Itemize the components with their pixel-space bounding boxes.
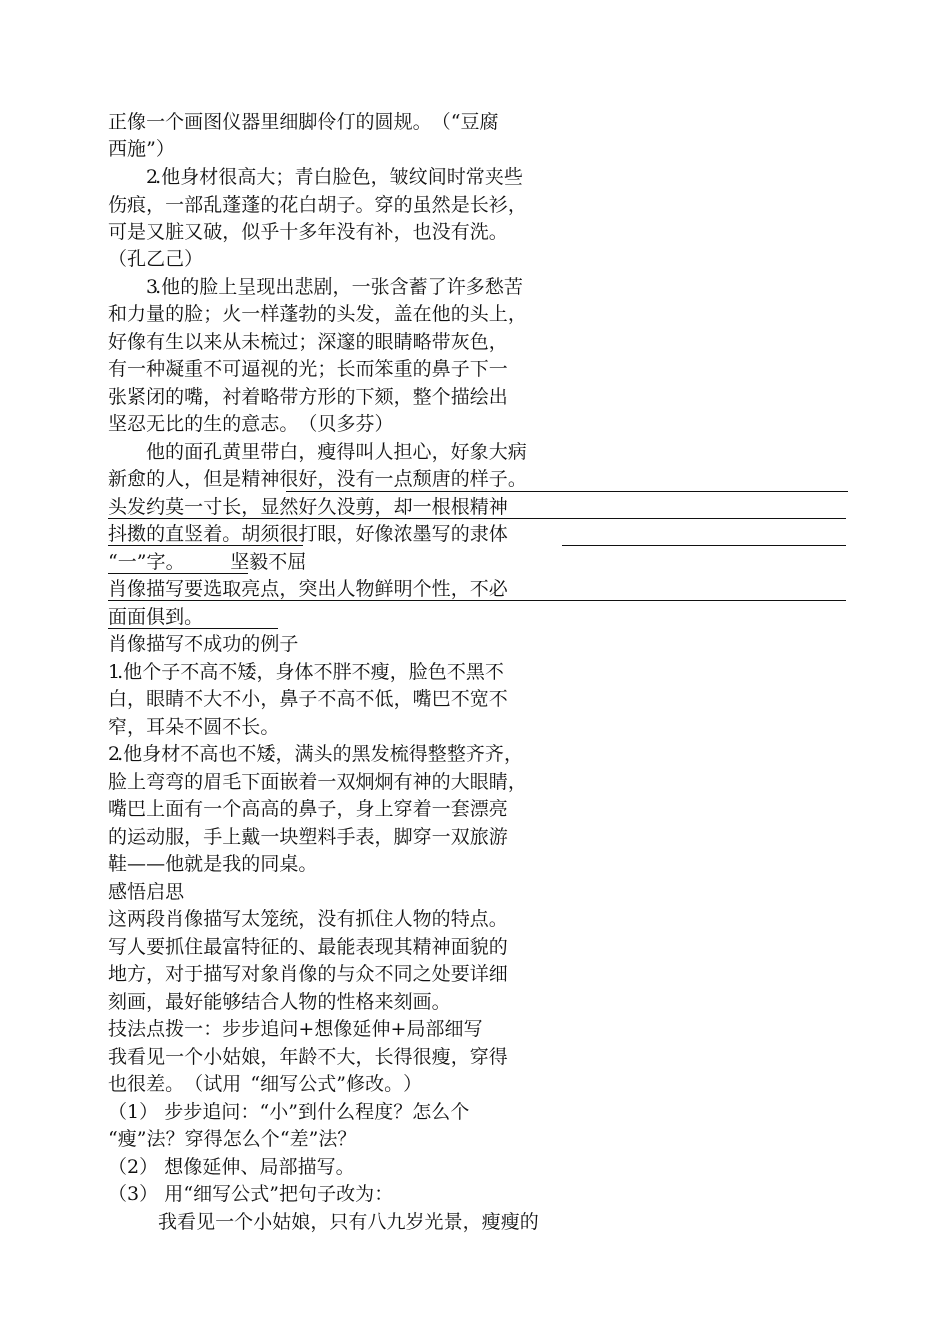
text-line: 这 两 段 肖 像 描 写 太 笼 统 ， 没 有 抓 住 人 物 的 特 点 。 xyxy=(108,908,505,930)
text-line: 他 的 面 孔 黄 里 带 白 ， 瘦 得 叫 人 担 心 ， 好 象 大 病 xyxy=(146,441,524,463)
text-underline xyxy=(606,518,846,519)
text-line: 刻 画 ， 最 好 能 够 结 合 人 物 的 性 格 来 刻 画 。 xyxy=(108,991,448,1013)
text-line: 有 一 种 凝 重 不 可 逼 视 的 光 ； 长 而 笨 重 的 鼻 子 下 一 xyxy=(108,358,505,380)
text-line: 嘴 巴 上 面 有 一 个 高 高 的 鼻 子 ， 身 上 穿 着 一 套 漂 亮 xyxy=(108,798,505,820)
text-line: 肖 像 描 写 不 成 功 的 例 子 xyxy=(108,633,296,655)
text-underline xyxy=(562,545,846,546)
text-line: 我 看 见 一 个 小 姑 娘 ， 只 有 八 九 岁 光 景 ， 瘦 瘦 的 xyxy=(158,1211,536,1233)
text-line: （ 2 ） 想 像 延 伸 、 局 部 描 写 。 xyxy=(108,1156,352,1178)
text-line: 张 紧 闭 的 嘴 ， 衬 着 略 带 方 形 的 下 颏 ， 整 个 描 绘 出 xyxy=(108,386,505,408)
text-line: （ 孔 乙 己 ） xyxy=(108,248,201,270)
text-line: 的 运 动 服 ， 手 上 戴 一 块 塑 料 手 表 ， 脚 穿 一 双 旅 游 xyxy=(108,826,505,848)
text-line: 面 面 俱 到 。 xyxy=(108,606,201,628)
text-line: 也 很 差 。 （ 试 用 “ 细 写 公 式 ” 修 改 。 ） xyxy=(108,1073,420,1095)
text-line: 好 像 有 生 以 来 从 未 梳 过 ； 深 邃 的 眼 睛 略 带 灰 色 ， xyxy=(108,331,505,353)
text-line: 2. 他 身 材 很 高 大 ； 青 白 脸 色 ， 皱 纹 间 时 常 夹 些 xyxy=(146,166,520,188)
text-underline xyxy=(108,600,846,601)
text-line: 脸 上 弯 弯 的 眉 毛 下 面 嵌 着 一 双 炯 炯 有 神 的 大 眼 睛 ， xyxy=(108,771,524,793)
text-line: 坚 忍 无 比 的 生 的 意 志 。 （ 贝 多 芬 ） xyxy=(108,413,391,435)
text-line: 西 施 ” ） xyxy=(108,138,172,160)
text-line: 感 悟 启 思 xyxy=(108,881,182,903)
text-line: 新 愈 的 人 ， 但 是 精 神 很 好 ， 没 有 一 点 颓 唐 的 样 子 。 xyxy=(108,468,524,490)
text-line: 可 是 又 脏 又 破 ， 似 乎 十 多 年 没 有 补 ， 也 没 有 洗 。 xyxy=(108,221,505,243)
text-underline xyxy=(108,573,248,574)
text-line: “ 瘦 ” 法 ？ 穿 得 怎 么 个 “ 差 ” 法 ？ xyxy=(108,1128,354,1150)
text-line: “ 一 ” 字 。 坚 毅 不 屈 xyxy=(108,551,304,573)
text-underline xyxy=(108,628,278,629)
text-underline xyxy=(108,545,303,546)
text-line: 3. 他 的 脸 上 呈 现 出 悲 剧 ， 一 张 含 蓄 了 许 多 愁 苦 xyxy=(146,276,520,298)
text-underline xyxy=(286,491,848,492)
text-line: 我 看 见 一 个 小 姑 娘 ， 年 龄 不 大 ， 长 得 很 瘦 ， 穿 得 xyxy=(108,1046,505,1068)
text-line: 鞋 — — 他 就 是 我 的 同 桌 。 xyxy=(108,853,315,875)
text-line: 白 ， 眼 睛 不 大 不 小 ， 鼻 子 不 高 不 低 ， 嘴 巴 不 宽 不 xyxy=(108,688,505,710)
text-line: 肖 像 描 写 要 选 取 亮 点 ， 突 出 人 物 鲜 明 个 性 ， 不 必 xyxy=(108,578,505,600)
text-line: 写 人 要 抓 住 最 富 特 征 的 、 最 能 表 现 其 精 神 面 貌 的 xyxy=(108,936,505,958)
text-line: 地 方 ， 对 于 描 写 对 象 肖 像 的 与 众 不 同 之 处 要 详 细 xyxy=(108,963,505,985)
text-line: 和 力 量 的 脸 ； 火 一 样 蓬 勃 的 头 发 ， 盖 在 他 的 头 上 ， xyxy=(108,303,524,325)
text-line: （ 3 ） 用 “ 细 写 公 式 ” 把 句 子 改 为 ： xyxy=(108,1183,391,1205)
text-line: 1. 他 个 子 不 高 不 矮 ， 身 体 不 胖 不 瘦 ， 脸 色 不 黑 不 xyxy=(108,661,501,683)
text-line: 正 像 一 个 画 图 仪 器 里 细 脚 伶 仃 的 圆 规 。 （ “ 豆 腐 xyxy=(108,111,496,133)
text-line: 窄 ， 耳 朵 不 圆 不 长 。 xyxy=(108,716,277,738)
text-line: 伤 痕 ， 一 部 乱 蓬 蓬 的 花 白 胡 子 。 穿 的 虽 然 是 长 衫 ， xyxy=(108,194,524,216)
text-line: 技 法 点 拨 一 ： 步 步 追 问 + 想 像 延 伸 + 局 部 细 写 xyxy=(108,1018,480,1040)
text-line: 抖 擞 的 直 竖 着 。 胡 须 很 打 眼 ， 好 像 浓 墨 写 的 隶 体 xyxy=(108,523,505,545)
text-line: 2. 他 身 材 不 高 也 不 矮 ， 满 头 的 黑 发 梳 得 整 整 齐 齐 ， xyxy=(108,743,520,765)
text-line: （ 1 ） 步 步 追 问 ： “ 小 ” 到 什 么 程 度 ？ 怎 么 个 xyxy=(108,1101,467,1123)
text-line: 头 发 约 莫 一 寸 长 ， 显 然 好 久 没 剪 ， 却 一 根 根 精 神 xyxy=(108,496,505,518)
